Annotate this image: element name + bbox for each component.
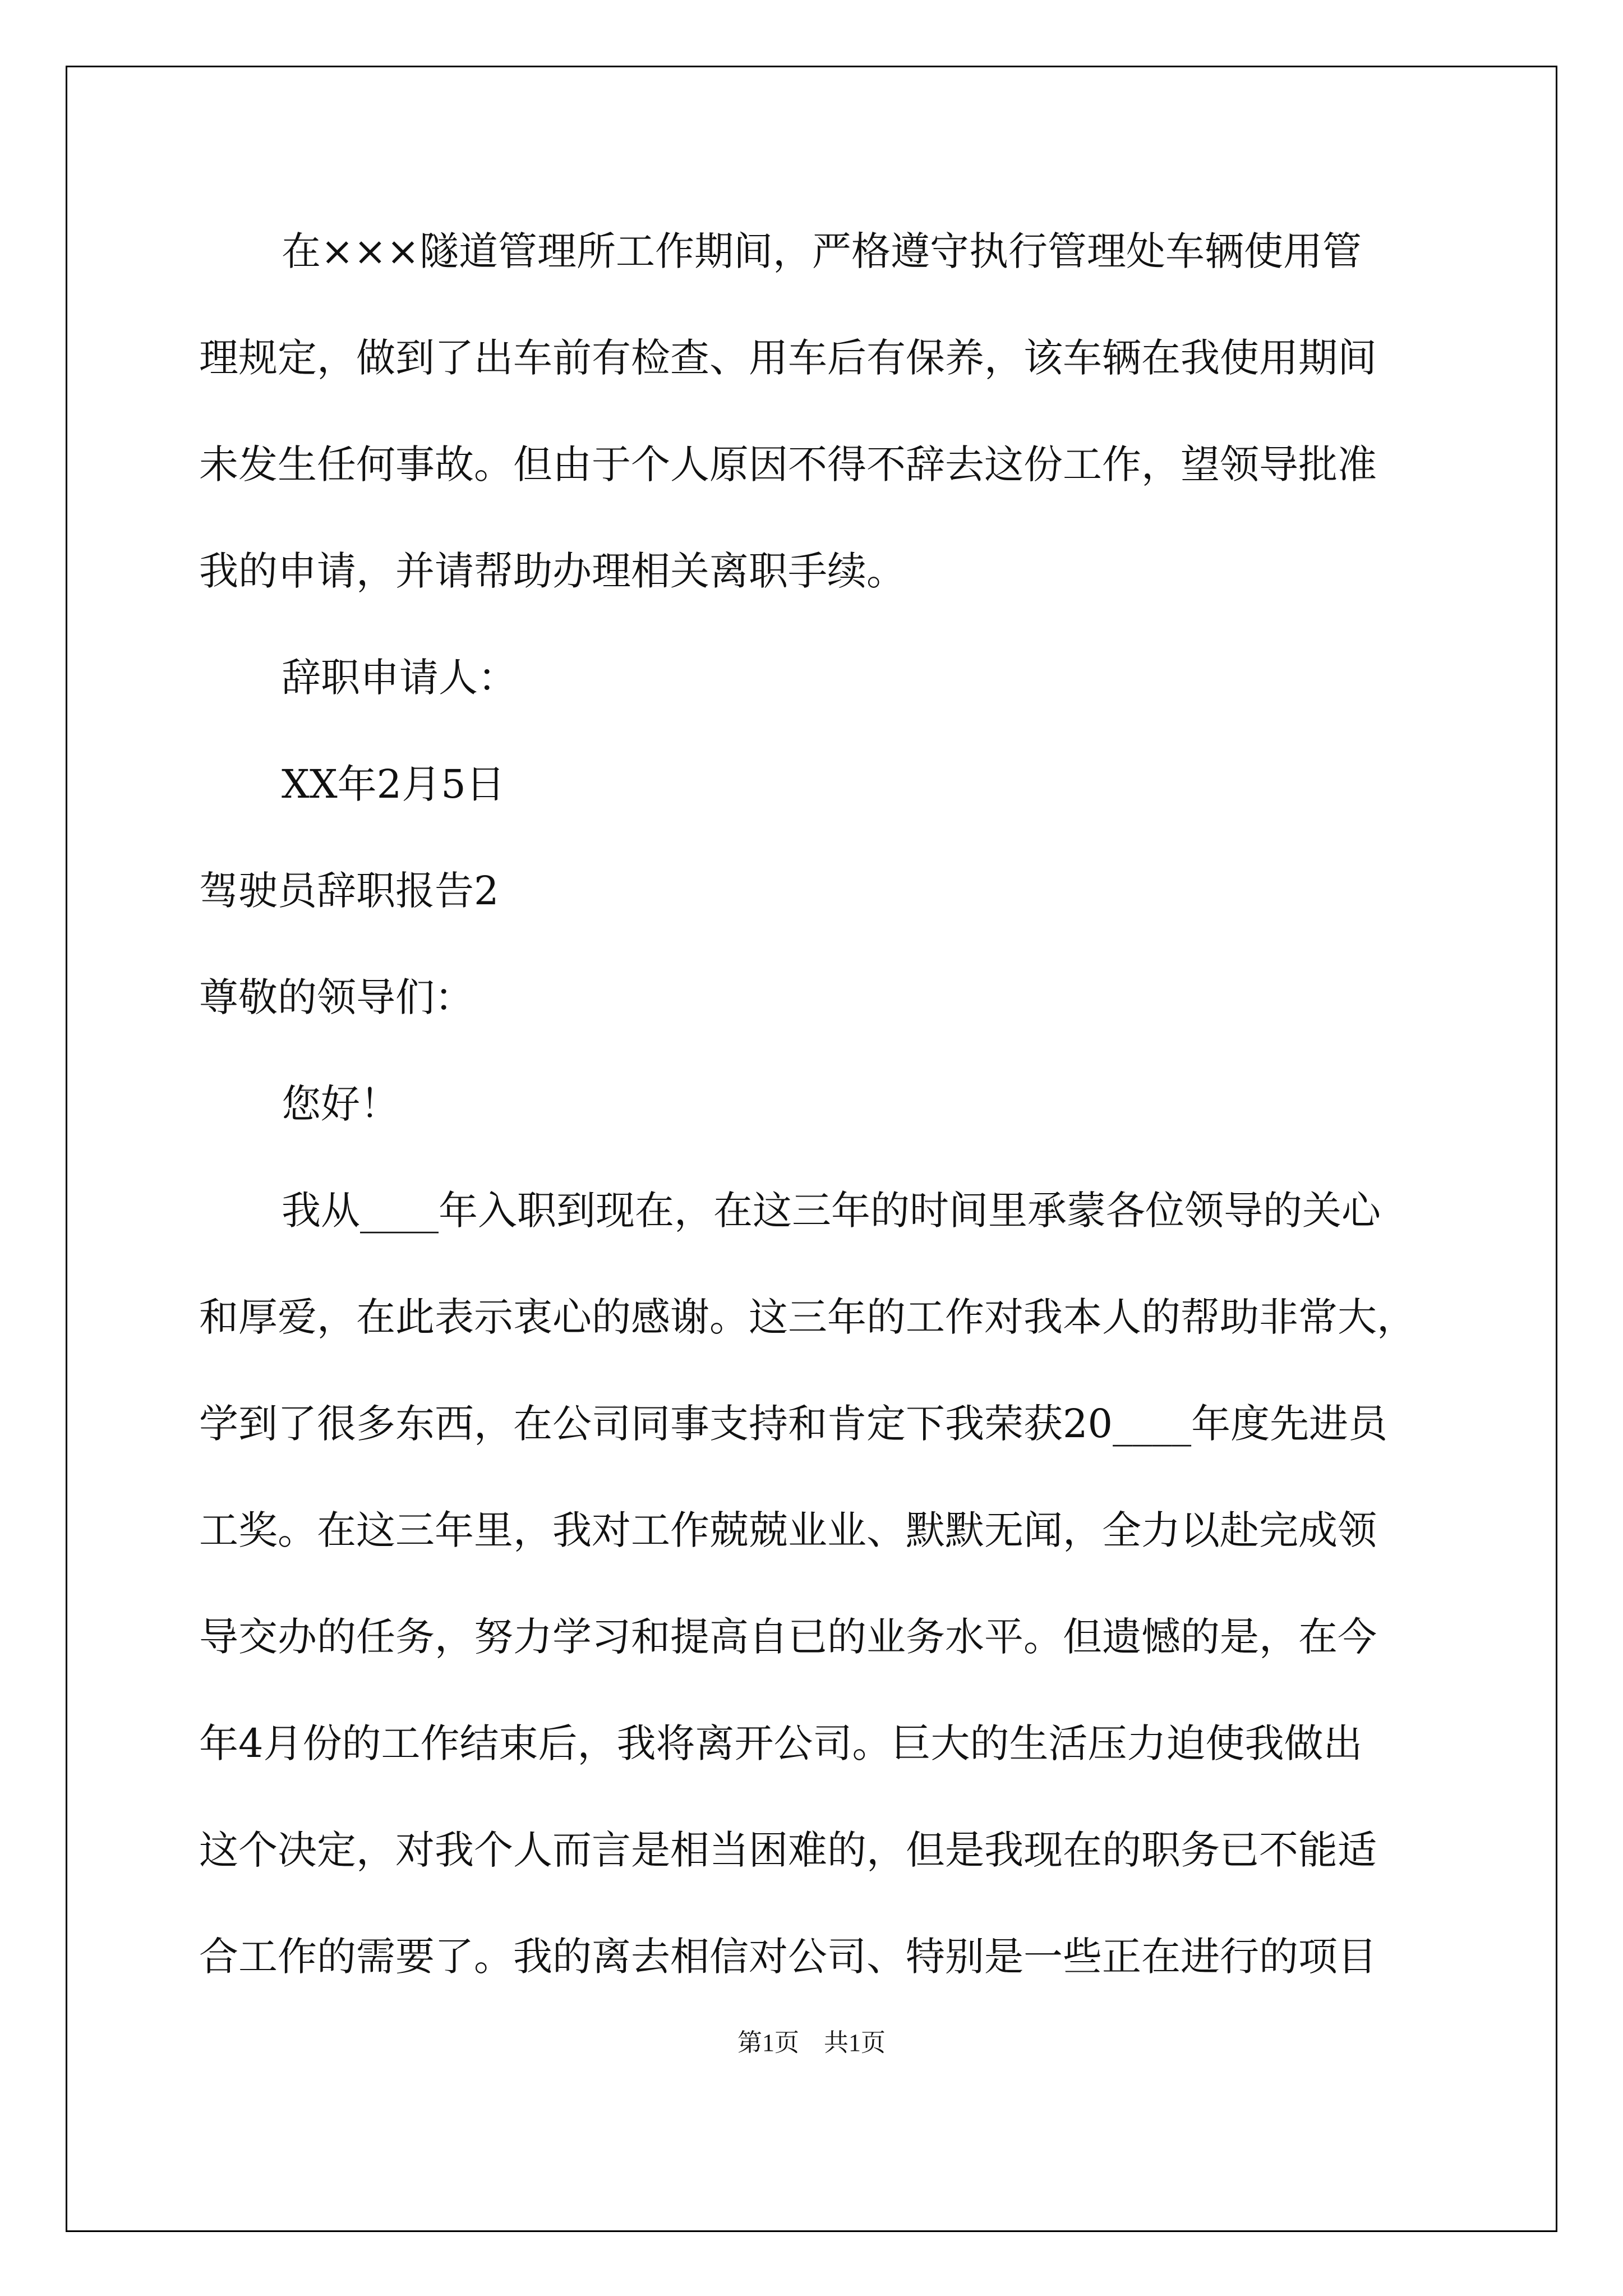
paragraph-line: 合工作的需要了。我的离去相信对公司、特别是一些正在进行的项目 [199,1934,1377,1980]
paragraph-line: 理规定，做到了出车前有检查、用车后有保养，该车辆在我使用期间 [199,335,1377,381]
paragraph-line: 未发生任何事故。但由于个人原因不得不辞去这份工作，望领导批准 [199,441,1377,487]
page-border [66,66,1557,2232]
paragraph-line: 和厚爱，在此表示衷心的感谢。这三年的工作对我本人的帮助非常大， [199,1294,1416,1340]
paragraph-line: 我从____年入职到现在，在这三年的时间里承蒙各位领导的关心 [282,1188,1381,1234]
salutation: 尊敬的领导们： [199,974,474,1020]
greeting: 您好！ [282,1081,399,1127]
paragraph-line: 年4月份的工作结束后，我将离开公司。巨大的生活压力迫使我做出 [199,1720,1363,1766]
paragraph-line: 这个决定，对我个人而言是相当困难的，但是我现在的职务已不能适 [199,1827,1377,1873]
paragraph-line: 导交办的任务，努力学习和提高自已的业务水平。但遗憾的是，在今 [199,1614,1377,1660]
applicant-signature-line: 辞职申请人： [282,655,517,701]
page-number-footer: 第1页 共1页 [737,2029,886,2056]
paragraph-line: 在×××隧道管理所工作期间，严格遵守执行管理处车辆使用管 [282,228,1362,274]
paragraph-line: 我的申请，并请帮助办理相关离职手续。 [199,548,906,594]
section-title: 驾驶员辞职报告2 [199,868,499,914]
paragraph-line: 工奖。在这三年里，我对工作兢兢业业、默默无闻，全力以赴完成领 [199,1507,1377,1553]
date-line: XX年2月5日 [282,761,505,807]
paragraph-line: 学到了很多东西，在公司同事支持和肯定下我荣获20____年度先进员 [199,1401,1388,1447]
